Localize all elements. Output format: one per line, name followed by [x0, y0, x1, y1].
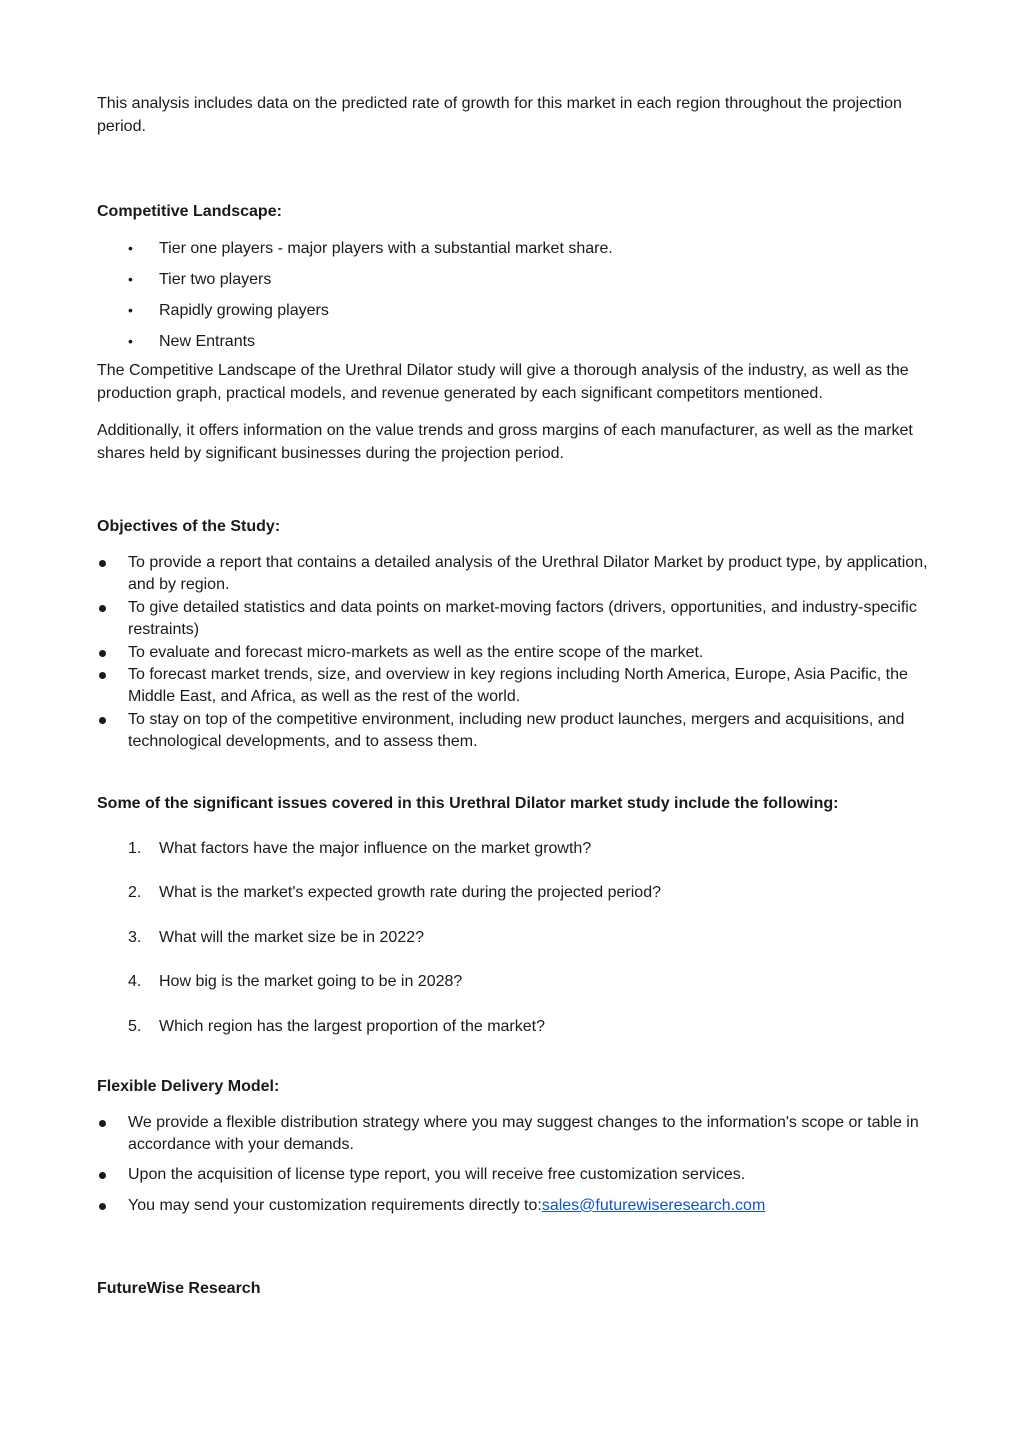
list-number: 1.	[128, 839, 142, 857]
list-item: 3. What will the market size be in 2022?	[97, 926, 937, 949]
list-item: To give detailed statistics and data points on market-moving factors (drivers, opportunities, and industry-specific restraints)	[97, 597, 937, 642]
competitive-paragraph-2: Additionally, it offers information on the value trends and gross margins of each manufacturer, as well as the market shares held by significant businesses during the projection period.	[97, 422, 913, 462]
list-item: To stay on top of the competitive environment, including new product launches, mergers and acquisitions, and technological developments, and to assess them.	[97, 709, 937, 754]
list-item: • Rapidly growing players	[97, 299, 937, 322]
bullet-icon	[99, 1203, 106, 1210]
company-name: FutureWise Research	[97, 1280, 261, 1298]
bullet-icon: •	[128, 302, 133, 318]
objectives-section	[97, 515, 937, 754]
list-number: 4.	[128, 973, 142, 991]
competitive-landscape-section	[97, 200, 937, 465]
issues-heading: Some of the significant issues covered in this Urethral Dilator market study include the following:	[97, 794, 839, 812]
list-item: • New Entrants	[97, 330, 937, 353]
list-number: 2.	[128, 884, 142, 902]
intro-paragraph: This analysis includes data on the predicted rate of growth for this market in each region throughout the projection period.	[97, 95, 902, 135]
bullet-icon	[99, 1120, 106, 1127]
list-item: • Tier two players	[97, 268, 937, 291]
list-item: 4. How big is the market going to be in 2028?	[97, 970, 937, 993]
issues-list	[97, 837, 937, 1038]
bullet-icon: •	[128, 271, 133, 287]
list-item: We provide a flexible distribution strategy where you may suggest changes to the information's scope or table in accordance with your demands.	[97, 1112, 937, 1157]
list-item: • Tier one players - major players with a substantial market share.	[97, 237, 937, 260]
list-item: 1. What factors have the major influence on the market growth?	[97, 837, 937, 860]
competitive-paragraph-1: The Competitive Landscape of the Urethral Dilator study will give a thorough analysis of the industry, as well as the production graph, practical models, and revenue generated by each significant competitors mentioned.	[97, 362, 909, 402]
list-number: 3.	[128, 928, 142, 946]
delivery-list	[97, 1112, 937, 1218]
bullet-icon	[99, 672, 106, 679]
list-number: 5.	[128, 1017, 142, 1035]
bullet-icon	[99, 1172, 106, 1179]
sales-email-link[interactable]: sales@futurewiseresearch.com	[541, 1196, 766, 1214]
list-item: To provide a report that contains a detailed analysis of the Urethral Dilator Market by product type, by application, and by region.	[97, 552, 937, 597]
footer-section	[97, 1277, 937, 1300]
delivery-section	[97, 1075, 937, 1218]
bullet-icon	[99, 650, 106, 657]
list-item: You may send your customization requirements directly to:sales@futurewiseresearch.com	[97, 1195, 937, 1217]
bullet-icon	[99, 605, 106, 612]
delivery-heading: Flexible Delivery Model:	[97, 1077, 280, 1095]
list-item: Upon the acquisition of license type report, you will receive free customization services.	[97, 1164, 937, 1186]
issues-section	[97, 792, 937, 1038]
list-item: To evaluate and forecast micro-markets as well as the entire scope of the market.	[97, 642, 937, 664]
list-item: 5. Which region has the largest proportion of the market?	[97, 1015, 937, 1038]
objectives-list	[97, 552, 937, 754]
list-item: 2. What is the market's expected growth rate during the projected period?	[97, 881, 937, 904]
bullet-icon: •	[128, 240, 133, 256]
competitive-players-list	[97, 237, 937, 353]
bullet-icon: •	[128, 333, 133, 349]
competitive-landscape-heading: Competitive Landscape:	[97, 203, 282, 220]
bullet-icon	[99, 717, 106, 724]
bullet-icon	[99, 560, 106, 567]
document-page	[97, 92, 937, 1314]
objectives-heading: Objectives of the Study:	[97, 518, 281, 535]
list-item: To forecast market trends, size, and overview in key regions including North America, Europe, Asia Pacific, the Middle East, and Africa, as well as the rest of the world.	[97, 664, 937, 709]
